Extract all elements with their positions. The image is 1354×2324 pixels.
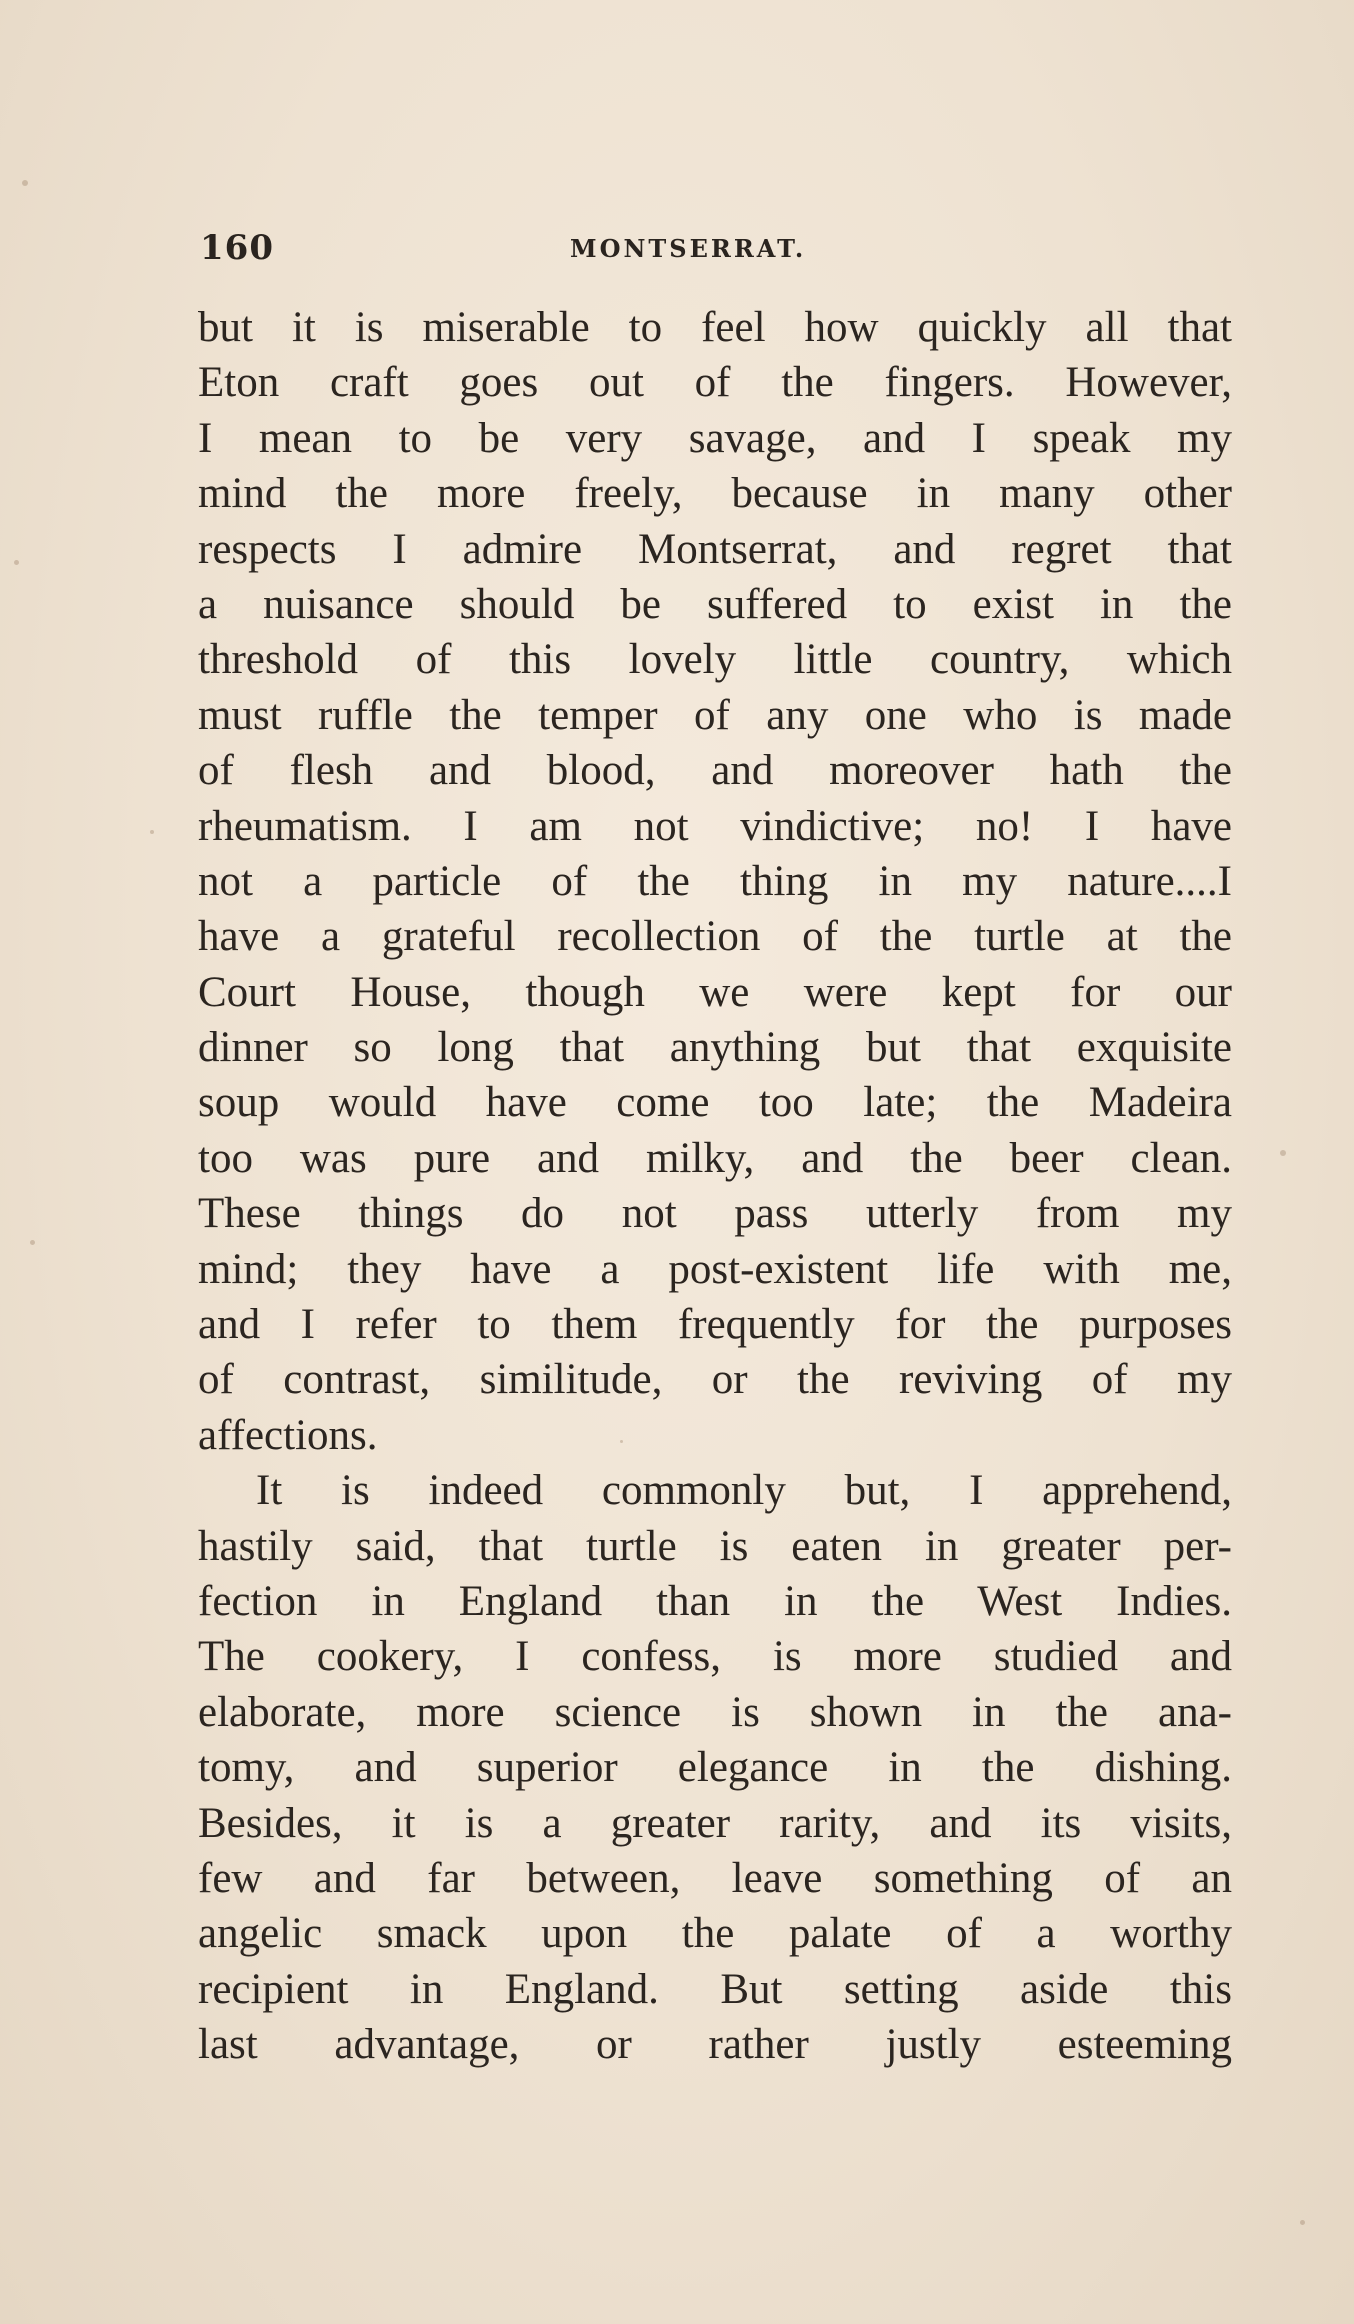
text-line: few and far between, leave something of an xyxy=(198,1854,1232,1902)
text-line: fection in England than in the West Indies. xyxy=(198,1577,1232,1625)
text-line: not a particle of the thing in my nature....I xyxy=(198,857,1232,905)
paragraph-first-line: It is indeed commonly but, I apprehend, xyxy=(256,1467,1232,1515)
text-line: Court House, though we were kept for our xyxy=(198,968,1232,1016)
text-line: mind; they have a post-existent life with me, xyxy=(198,1245,1232,1293)
text-line: These things do not pass utterly from my xyxy=(198,1190,1232,1238)
body-text xyxy=(198,300,1232,2073)
paper-speck xyxy=(1280,1150,1286,1156)
text-line: rheumatism. I am not vindictive; no! I have xyxy=(198,802,1232,850)
paper-speck xyxy=(150,830,154,834)
text-line: and I refer to them frequently for the purposes xyxy=(198,1301,1232,1349)
text-line: of flesh and blood, and moreover hath the xyxy=(198,747,1232,795)
text-line: respects I admire Montserrat, and regret that xyxy=(198,525,1232,573)
text-line: soup would have come too late; the Madeira xyxy=(198,1079,1232,1127)
chapter-title: MONTSERRAT. xyxy=(570,234,807,263)
text-line: recipient in England. But setting aside this xyxy=(198,1965,1232,2013)
text-line: mind the more freely, because in many other xyxy=(198,470,1232,518)
text-line: tomy, and superior elegance in the dishing. xyxy=(198,1744,1232,1792)
text-line: I mean to be very savage, and I speak my xyxy=(198,414,1232,462)
page-number: 160 xyxy=(200,228,274,268)
text-line: Eton craft goes out of the fingers. However, xyxy=(198,359,1232,407)
text-line: of contrast, similitude, or the reviving of my xyxy=(198,1356,1232,1404)
text-line: affections. xyxy=(198,1411,378,1459)
text-line: have a grateful recollection of the turtle at the xyxy=(198,913,1232,961)
text-line: dinner so long that anything but that exquisite xyxy=(198,1024,1232,1072)
text-line: The cookery, I confess, is more studied and xyxy=(198,1633,1232,1681)
paper-speck xyxy=(14,560,19,565)
text-line: Besides, it is a greater rarity, and its visits, xyxy=(198,1799,1232,1847)
paper-speck xyxy=(1300,2220,1305,2225)
text-line: last advantage, or rather justly esteeming xyxy=(198,2021,1232,2069)
running-head xyxy=(200,228,1240,278)
text-line: too was pure and milky, and the beer clean. xyxy=(198,1134,1232,1182)
text-line: threshold of this lovely little country, which xyxy=(198,636,1232,684)
text-line: hastily said, that turtle is eaten in greater per- xyxy=(198,1522,1232,1570)
text-line: but it is miserable to feel how quickly all that xyxy=(198,304,1232,351)
text-line: a nuisance should be suffered to exist in the xyxy=(198,580,1232,628)
paper-speck xyxy=(22,180,28,186)
text-line: must ruffle the temper of any one who is made xyxy=(198,691,1232,739)
text-line: elaborate, more science is shown in the ana- xyxy=(198,1688,1232,1736)
paper-speck xyxy=(30,1240,35,1245)
text-line: angelic smack upon the palate of a worthy xyxy=(198,1910,1232,1958)
